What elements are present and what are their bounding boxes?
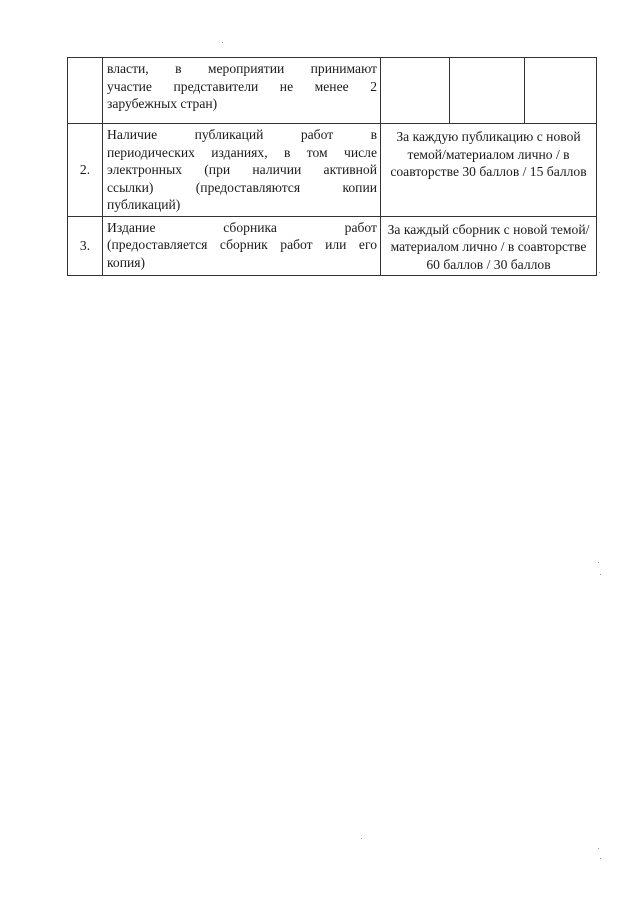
row-number-cell (68, 58, 103, 124)
scan-speck (600, 858, 601, 859)
table-row (68, 124, 597, 217)
scan-speck (599, 272, 600, 273)
description-line: ссылки) (предоставляются копии (107, 179, 377, 195)
scan-speck (598, 562, 599, 563)
row-description-cell (103, 216, 381, 276)
table-row (68, 58, 597, 124)
empty-cell (525, 58, 597, 124)
scan-speck (600, 574, 601, 575)
description-line: электронных (при наличии активной (107, 162, 377, 177)
description-line: копия) (107, 254, 146, 270)
row-number-cell (68, 124, 103, 217)
row-score-cell (381, 216, 597, 276)
description-line: Издание сборника работ (107, 219, 377, 235)
description-line: власти, в мероприятии принимают (107, 61, 377, 76)
description-line: Наличие публикаций работ в (107, 127, 377, 142)
score-text: За каждую публикацию с новой темой/материалом лично / в соавторстве 30 баллов / 15 баллов (390, 129, 587, 179)
description-line: публикаций) (107, 197, 181, 212)
row-number-cell (68, 216, 103, 276)
scan-speck (598, 848, 599, 849)
scan-speck (222, 42, 223, 43)
empty-cell (381, 58, 450, 124)
empty-cell (450, 58, 525, 124)
criteria-table (67, 57, 597, 276)
description-line: (предоставляется сборник работ или его (107, 237, 377, 252)
row-number: 3. (79, 238, 91, 253)
scan-speck (361, 838, 362, 839)
row-description-cell (103, 58, 381, 124)
description-line: периодических изданиях, в том числе (107, 144, 377, 160)
description-line: зарубежных стран) (107, 96, 218, 111)
description-line: участие представители не менее 2 (107, 78, 377, 94)
score-text: За каждый сборник с новой темой/материалом лично / в соавторстве 60 баллов / 30 баллов (387, 221, 590, 272)
row-score-cell (381, 124, 597, 217)
row-description-cell (103, 124, 381, 217)
row-number: 2. (79, 162, 91, 177)
table-row (68, 216, 597, 276)
